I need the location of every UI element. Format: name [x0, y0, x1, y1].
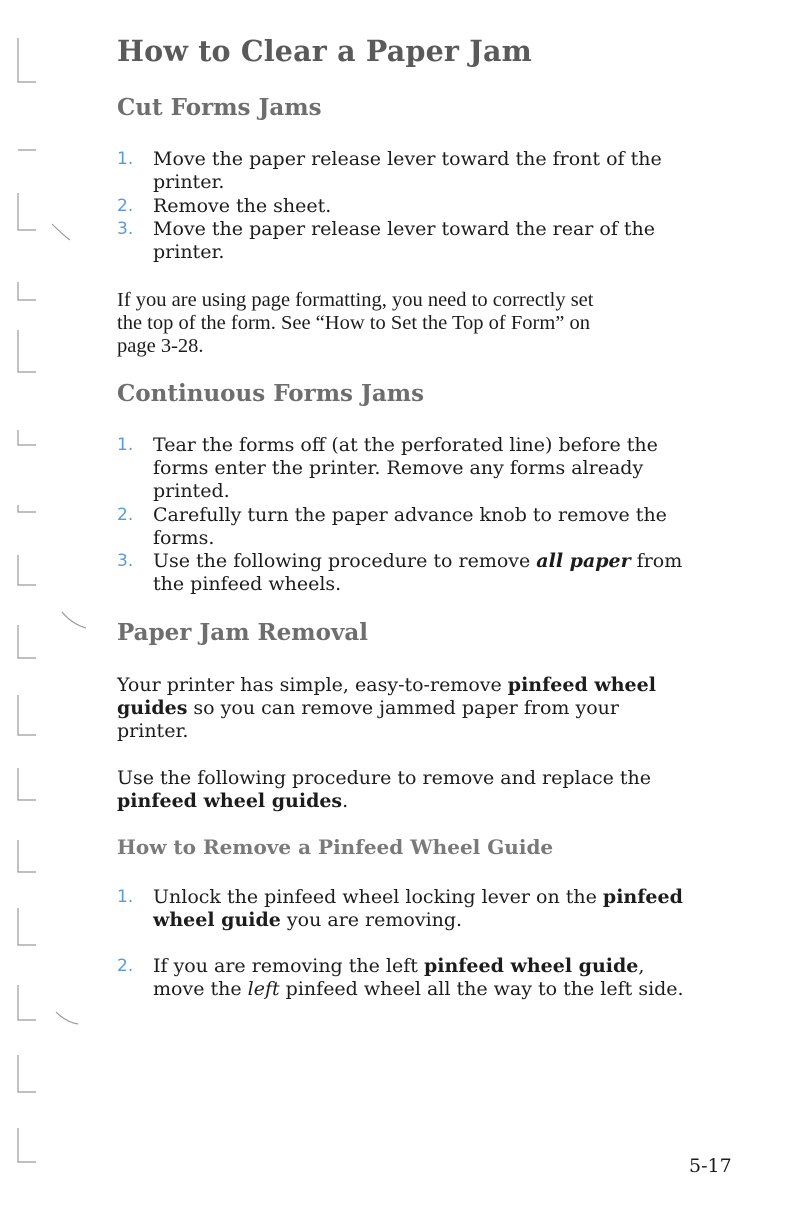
note-line: page 3-28. [117, 335, 204, 357]
bold-term: guides [117, 697, 188, 719]
text-line: Use the following procedure to remove and replace the [117, 767, 651, 789]
step-text: Move the paper release lever toward the rear of the [153, 218, 656, 240]
text-run: . [342, 790, 349, 812]
bold-term: wheel guide [153, 909, 281, 931]
paragraph [117, 767, 747, 813]
heading-continuous-forms-jams: Continuous Forms Jams [117, 380, 425, 407]
bold-term: pinfeed wheel [507, 674, 656, 696]
text-run: Your printer has simple, easy-to-remove [117, 674, 508, 696]
text-run: move the [153, 978, 248, 1000]
bold-term: pinfeed [602, 886, 683, 908]
step-text: printer. [153, 171, 225, 193]
step-number: 1. [117, 149, 134, 169]
bold-term: pinfeed wheel guides [117, 790, 343, 812]
heading-paper-jam-removal: Paper Jam Removal [117, 619, 368, 646]
step-text: Carefully turn the paper advance knob to remove the [153, 504, 667, 526]
note-line: If you are using page formatting, you need to correctly set [117, 289, 594, 311]
step-text: forms enter the printer. Remove any forms already [153, 457, 644, 479]
step-text: Move the paper release lever toward the front of the [153, 148, 662, 170]
text-run: you are removing. [280, 909, 463, 931]
step-text: the pinfeed wheels. [153, 573, 342, 595]
step-number: 2. [117, 196, 134, 216]
text-line [117, 674, 747, 697]
step-number: 1. [117, 435, 134, 455]
note-line: the top of the form. See “How to Set the Top of Form” on [117, 312, 591, 334]
binder-tab-marks [0, 0, 110, 1224]
text-run: pinfeed wheel all the way to the left side. [279, 978, 684, 1000]
heading-remove-pinfeed-guide: How to Remove a Pinfeed Wheel Guide [117, 835, 554, 859]
text-run: If you are removing the left [153, 955, 424, 977]
page-title: How to Clear a Paper Jam [117, 34, 532, 68]
step-text: forms. [153, 527, 215, 549]
step-text: printer. [153, 241, 225, 263]
heading-cut-forms-jams: Cut Forms Jams [117, 94, 322, 121]
text-run: , [638, 955, 645, 977]
step-text: printed. [153, 480, 230, 502]
page-number: 5-17 [689, 1155, 732, 1177]
step-text: Tear the forms off (at the perforated line) before the [153, 434, 658, 456]
bold-term: pinfeed wheel guide [423, 955, 639, 977]
step-text [153, 909, 683, 932]
text-line [117, 790, 747, 813]
step-number: 1. [117, 887, 134, 907]
paragraph [117, 674, 747, 743]
step-text [153, 886, 683, 909]
italic-term: left [247, 978, 280, 1000]
step-number: 3. [117, 219, 134, 239]
step-number: 3. [117, 551, 134, 571]
step-text [153, 550, 682, 573]
step-text [153, 955, 684, 978]
step-number: 2. [117, 956, 134, 976]
text-line: printer. [117, 720, 189, 742]
text-run: Unlock the pinfeed wheel locking lever on the [153, 886, 603, 908]
step-text: Remove the sheet. [153, 195, 332, 217]
text-run: Use the following procedure to remove [153, 550, 537, 572]
text-line [117, 697, 747, 720]
step-number: 2. [117, 505, 134, 525]
step-text [153, 978, 684, 1001]
text-run: so you can remove jammed paper from your [187, 697, 619, 719]
emphasis-all-paper: all paper [536, 550, 631, 572]
text-run: from [630, 550, 683, 572]
top-of-form-note [117, 289, 747, 358]
